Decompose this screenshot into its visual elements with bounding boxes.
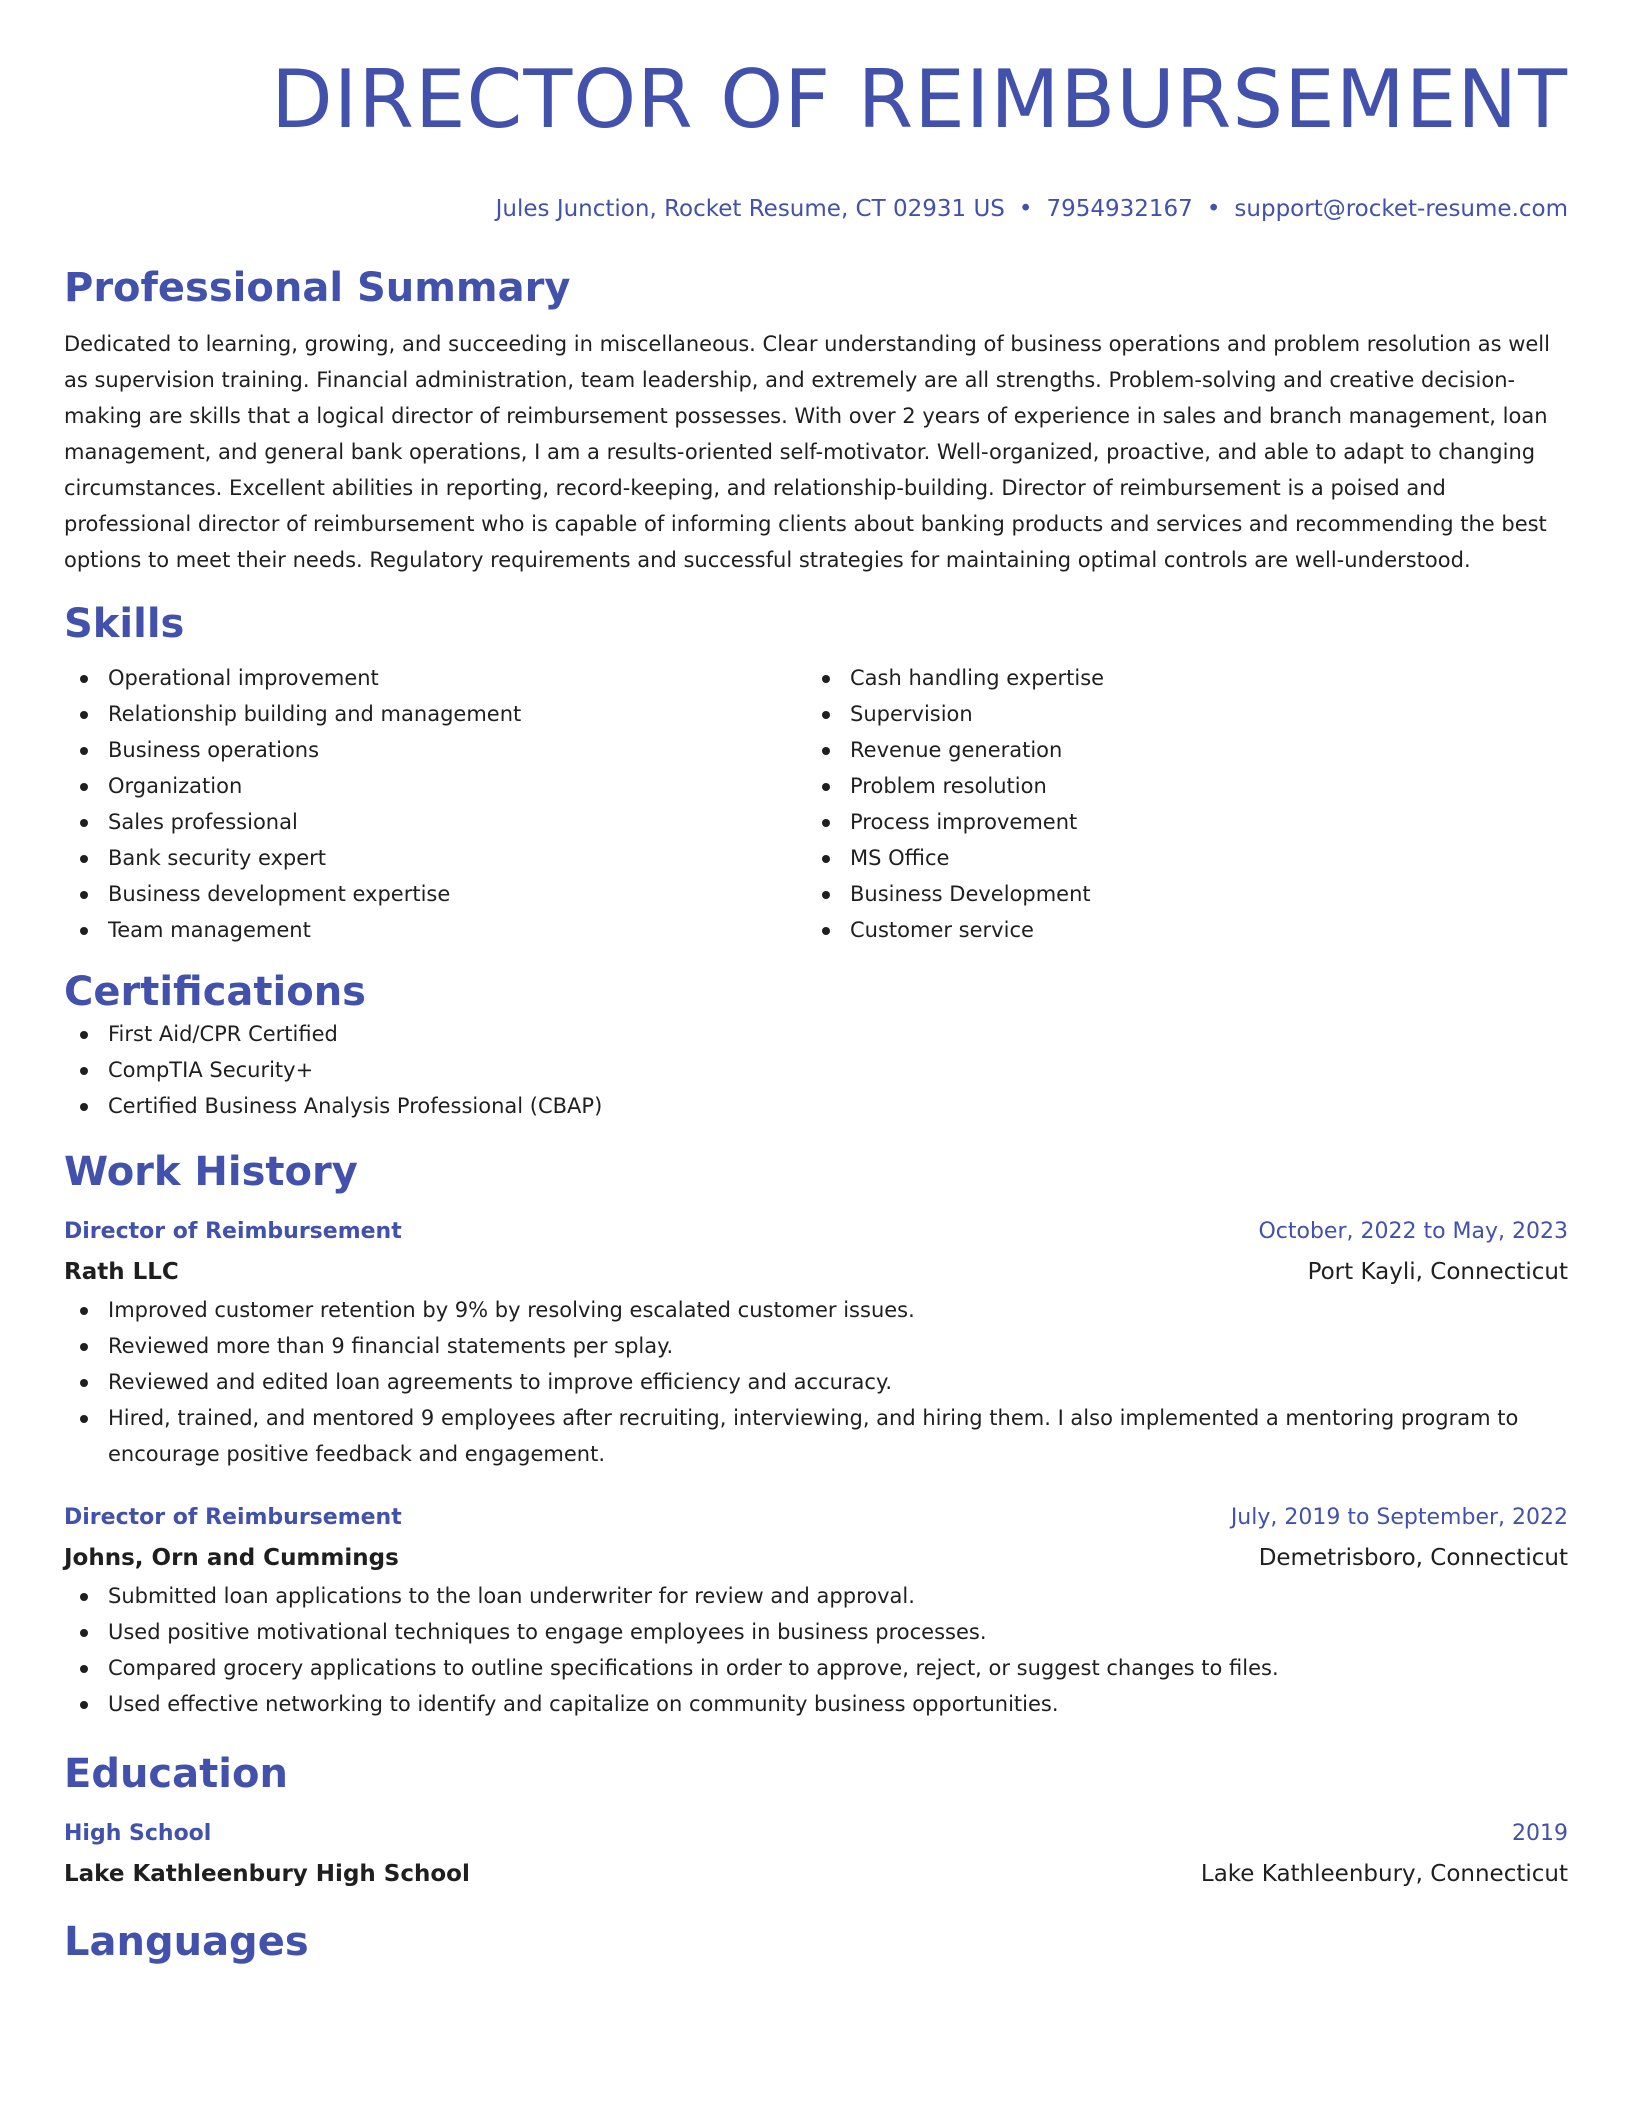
education-year: 2019 — [1512, 1820, 1568, 1846]
skill-item: Sales professional — [64, 804, 806, 840]
summary-heading: Professional Summary — [64, 264, 571, 311]
contact-line — [64, 196, 1568, 224]
job-bullets — [64, 1578, 1568, 1722]
languages-heading: Languages — [64, 1918, 309, 1965]
skills-heading: Skills — [64, 600, 185, 647]
job-bullet: Used effective networking to identify and capitalize on community business opportunities. — [64, 1686, 1568, 1722]
education-location: Lake Kathleenbury, Connecticut — [1200, 1860, 1568, 1887]
job-bullet: Compared grocery applications to outline specifications in order to approve, reject, or suggest changes to files. — [64, 1650, 1568, 1686]
contact-separator: • — [1206, 196, 1221, 222]
work-history-heading: Work History — [64, 1148, 358, 1195]
job-title: Director of Reimbursement — [64, 1218, 402, 1244]
skill-item: Business Development — [806, 876, 1548, 912]
job-company-row — [64, 1252, 1568, 1292]
job-company-row — [64, 1538, 1568, 1578]
job-bullet: Hired, trained, and mentored 9 employees after recruiting, interviewing, and hiring them. I also implemented a mentoring program to encourage positive feedback and engagement. — [64, 1400, 1568, 1472]
certification-item: First Aid/CPR Certified — [64, 1016, 1568, 1052]
certification-item: CompTIA Security+ — [64, 1052, 1568, 1088]
job-entry — [64, 1498, 1568, 1722]
contact-address: Jules Junction, Rocket Resume, CT 02931 US — [495, 196, 1005, 222]
job-bullet: Submitted loan applications to the loan underwriter for review and approval. — [64, 1578, 1568, 1614]
job-bullet: Reviewed more than 9 financial statements per splay. — [64, 1328, 1568, 1364]
skill-item: Team management — [64, 912, 806, 948]
skill-item: Problem resolution — [806, 768, 1548, 804]
certification-item: Certified Business Analysis Professional (CBAP) — [64, 1088, 1568, 1124]
job-bullet: Reviewed and edited loan agreements to improve efficiency and accuracy. — [64, 1364, 1568, 1400]
skill-item: Bank security expert — [64, 840, 806, 876]
job-location: Demetrisboro, Connecticut — [1258, 1544, 1568, 1571]
education-school-row — [64, 1854, 1568, 1894]
skills-right-list — [806, 660, 1548, 948]
skills-grid — [64, 660, 1568, 948]
job-company: Johns, Orn and Cummings — [64, 1544, 399, 1571]
job-bullets — [64, 1292, 1568, 1472]
job-header-row — [64, 1498, 1568, 1538]
skill-item: Business development expertise — [64, 876, 806, 912]
contact-phone[interactable]: 7954932167 — [1046, 196, 1193, 222]
skill-item: Process improvement — [806, 804, 1548, 840]
skill-item: Business operations — [64, 732, 806, 768]
job-title: Director of Reimbursement — [64, 1504, 402, 1530]
skill-item: MS Office — [806, 840, 1548, 876]
certifications-heading: Certifications — [64, 968, 366, 1015]
job-bullet: Used positive motivational techniques to engage employees in business processes. — [64, 1614, 1568, 1650]
education-entry — [64, 1814, 1568, 1894]
education-header-row — [64, 1814, 1568, 1854]
skill-item: Operational improvement — [64, 660, 806, 696]
job-bullet: Improved customer retention by 9% by resolving escalated customer issues. — [64, 1292, 1568, 1328]
education-degree: High School — [64, 1820, 212, 1846]
resume-page — [64, 48, 1568, 1966]
education-school: Lake Kathleenbury High School — [64, 1860, 470, 1887]
resume-title: DIRECTOR OF REIMBURSEMENT — [271, 53, 1568, 146]
certifications-list — [64, 1016, 1568, 1124]
job-company: Rath LLC — [64, 1258, 179, 1285]
skill-item: Customer service — [806, 912, 1548, 948]
job-entry — [64, 1212, 1568, 1472]
skill-item: Revenue generation — [806, 732, 1548, 768]
job-dates: July, 2019 to September, 2022 — [1230, 1504, 1568, 1530]
summary-text: Dedicated to learning, growing, and succeeding in miscellaneous. Clear understanding of business operations and problem resolution as well as supervision training. Financial administration, team leadership, and extremely are all strengths. Problem-solving and creative decision-making are skills that a logical director of reimbursement possesses. With over 2 years of experience in sales and branch management, loan management, and general bank operations, I am a results-oriented self-motivator. Well-organized, proactive, and able to adapt to changing circumstances. Excellent abilities in reporting, record-keeping, and relationship-building. Director of reimbursement is a poised and professional director of reimbursement who is capable of informing clients about banking products and services and recommending the best options to meet their needs. Regulatory requirements and successful strategies for maintaining optimal controls are well-understood. — [64, 331, 1550, 572]
skill-item: Supervision — [806, 696, 1548, 732]
contact-separator: • — [1018, 196, 1033, 222]
job-location: Port Kayli, Connecticut — [1307, 1258, 1568, 1285]
job-header-row — [64, 1212, 1568, 1252]
skill-item: Relationship building and management — [64, 696, 806, 732]
contact-email[interactable]: support@rocket-resume.com — [1234, 196, 1568, 222]
skill-item: Cash handling expertise — [806, 660, 1548, 696]
skill-item: Organization — [64, 768, 806, 804]
skills-left-list — [64, 660, 806, 948]
education-heading: Education — [64, 1750, 288, 1797]
job-dates: October, 2022 to May, 2023 — [1258, 1218, 1568, 1244]
